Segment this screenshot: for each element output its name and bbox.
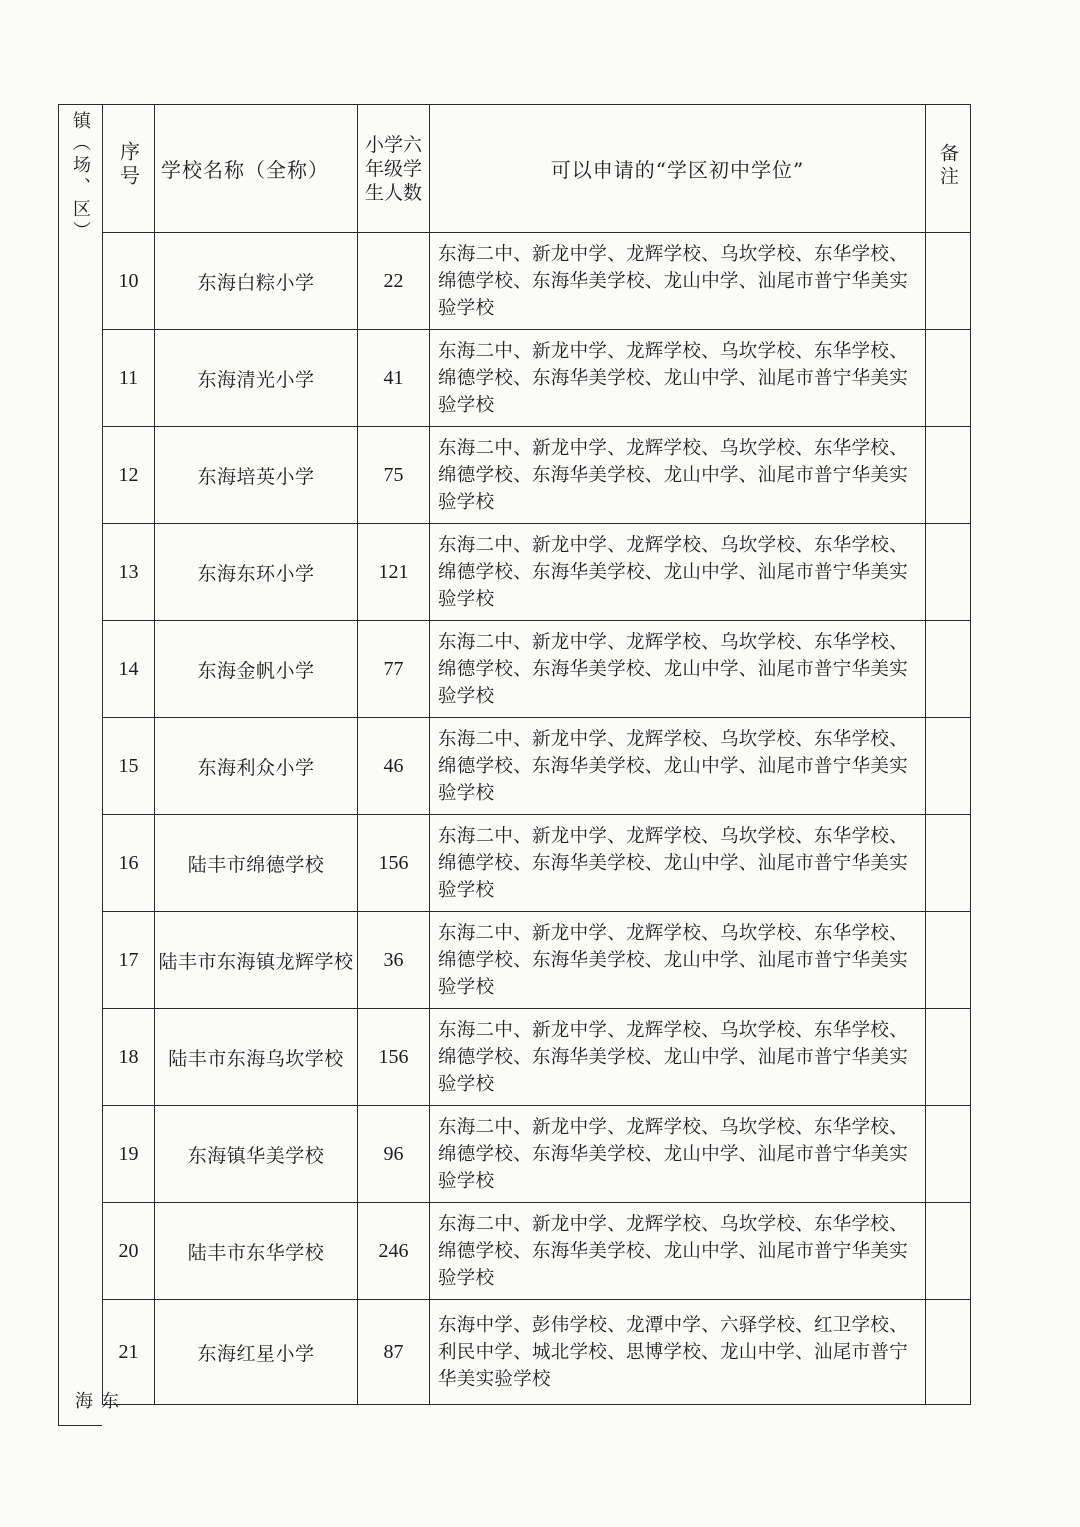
table-row (103, 1203, 971, 1300)
district-name: 东海 (72, 1391, 119, 1413)
table-row (103, 621, 971, 718)
row-allowed-schools: 东海二中、新龙中学、龙辉学校、乌坎学校、东华学校、绵德学校、东海华美学校、龙山中学、汕尾市普宁华美实验学校 (430, 1203, 926, 1300)
header-remarks: 备注 (926, 105, 971, 233)
row-remark (926, 427, 971, 524)
row-student-count: 121 (358, 524, 430, 621)
row-seq: 19 (103, 1106, 155, 1203)
row-remark (926, 524, 971, 621)
district-label: 镇（场、区） (70, 111, 91, 243)
row-seq: 13 (103, 524, 155, 621)
row-student-count: 41 (358, 330, 430, 427)
row-student-count: 36 (358, 912, 430, 1009)
row-remark (926, 233, 971, 330)
row-allowed-schools: 东海二中、新龙中学、龙辉学校、乌坎学校、东华学校、绵德学校、东海华美学校、龙山中学、汕尾市普宁华美实验学校 (430, 330, 926, 427)
row-seq: 20 (103, 1203, 155, 1300)
row-school-name: 东海红星小学 (155, 1300, 358, 1405)
district-column (58, 104, 119, 1426)
row-student-count: 156 (358, 815, 430, 912)
row-remark (926, 1203, 971, 1300)
table-row (103, 815, 971, 912)
row-allowed-schools: 东海二中、新龙中学、龙辉学校、乌坎学校、东华学校、绵德学校、东海华美学校、龙山中学、汕尾市普宁华美实验学校 (430, 621, 926, 718)
table-row (103, 427, 971, 524)
row-school-name: 东海清光小学 (155, 330, 358, 427)
row-student-count: 22 (358, 233, 430, 330)
row-school-name: 东海利众小学 (155, 718, 358, 815)
school-allocation-table (102, 104, 971, 1405)
row-seq: 10 (103, 233, 155, 330)
row-remark (926, 1106, 971, 1203)
row-remark (926, 1009, 971, 1106)
row-allowed-schools: 东海二中、新龙中学、龙辉学校、乌坎学校、东华学校、绵德学校、东海华美学校、龙山中学、汕尾市普宁华美实验学校 (430, 524, 926, 621)
row-seq: 11 (103, 330, 155, 427)
row-school-name: 东海东环小学 (155, 524, 358, 621)
row-seq: 12 (103, 427, 155, 524)
row-allowed-schools: 东海二中、新龙中学、龙辉学校、乌坎学校、东华学校、绵德学校、东海华美学校、龙山中学、汕尾市普宁华美实验学校 (430, 427, 926, 524)
row-remark (926, 330, 971, 427)
row-student-count: 96 (358, 1106, 430, 1203)
header-seq: 序号 (103, 105, 155, 233)
row-allowed-schools: 东海二中、新龙中学、龙辉学校、乌坎学校、东华学校、绵德学校、东海华美学校、龙山中学、汕尾市普宁华美实验学校 (430, 1009, 926, 1106)
row-remark (926, 815, 971, 912)
row-school-name: 陆丰市东华学校 (155, 1203, 358, 1300)
row-school-name: 东海金帆小学 (155, 621, 358, 718)
table-row (103, 233, 971, 330)
row-school-name: 东海镇华美学校 (155, 1106, 358, 1203)
row-remark (926, 912, 971, 1009)
allocation-table-wrapper (102, 104, 971, 1405)
table-body (103, 233, 971, 1405)
row-student-count: 46 (358, 718, 430, 815)
table-row (103, 1300, 971, 1405)
row-school-name: 陆丰市东海乌坎学校 (155, 1009, 358, 1106)
row-student-count: 246 (358, 1203, 430, 1300)
row-seq: 15 (103, 718, 155, 815)
row-allowed-schools: 东海二中、新龙中学、龙辉学校、乌坎学校、东华学校、绵德学校、东海华美学校、龙山中学、汕尾市普宁华美实验学校 (430, 1106, 926, 1203)
row-allowed-schools: 东海中学、彭伟学校、龙潭中学、六驿学校、红卫学校、利民中学、城北学校、思博学校、龙山中学、汕尾市普宁华美实验学校 (430, 1300, 926, 1405)
row-student-count: 77 (358, 621, 430, 718)
row-seq: 14 (103, 621, 155, 718)
header-allowed-schools: 可以申请的“学区初中学位” (430, 105, 926, 233)
header-student-count: 小学六年级学生人数 (358, 105, 430, 233)
row-remark (926, 1300, 971, 1405)
row-seq: 16 (103, 815, 155, 912)
row-seq: 18 (103, 1009, 155, 1106)
table-row (103, 912, 971, 1009)
table-header-row (103, 105, 971, 233)
header-school-name: 学校名称（全称） (155, 105, 358, 233)
row-student-count: 156 (358, 1009, 430, 1106)
table-row (103, 330, 971, 427)
row-seq: 21 (103, 1300, 155, 1405)
row-allowed-schools: 东海二中、新龙中学、龙辉学校、乌坎学校、东华学校、绵德学校、东海华美学校、龙山中学、汕尾市普宁华美实验学校 (430, 912, 926, 1009)
row-allowed-schools: 东海二中、新龙中学、龙辉学校、乌坎学校、东华学校、绵德学校、东海华美学校、龙山中学、汕尾市普宁华美实验学校 (430, 718, 926, 815)
row-school-name: 陆丰市绵德学校 (155, 815, 358, 912)
row-student-count: 87 (358, 1300, 430, 1405)
table-row (103, 524, 971, 621)
row-remark (926, 621, 971, 718)
row-student-count: 75 (358, 427, 430, 524)
row-school-name: 陆丰市东海镇龙辉学校 (155, 912, 358, 1009)
row-school-name: 东海白粽小学 (155, 233, 358, 330)
table-row (103, 1009, 971, 1106)
table-row (103, 1106, 971, 1203)
table-row (103, 718, 971, 815)
row-seq: 17 (103, 912, 155, 1009)
row-school-name: 东海培英小学 (155, 427, 358, 524)
row-allowed-schools: 东海二中、新龙中学、龙辉学校、乌坎学校、东华学校、绵德学校、东海华美学校、龙山中学、汕尾市普宁华美实验学校 (430, 815, 926, 912)
row-remark (926, 718, 971, 815)
row-allowed-schools: 东海二中、新龙中学、龙辉学校、乌坎学校、东华学校、绵德学校、东海华美学校、龙山中学、汕尾市普宁华美实验学校 (430, 233, 926, 330)
